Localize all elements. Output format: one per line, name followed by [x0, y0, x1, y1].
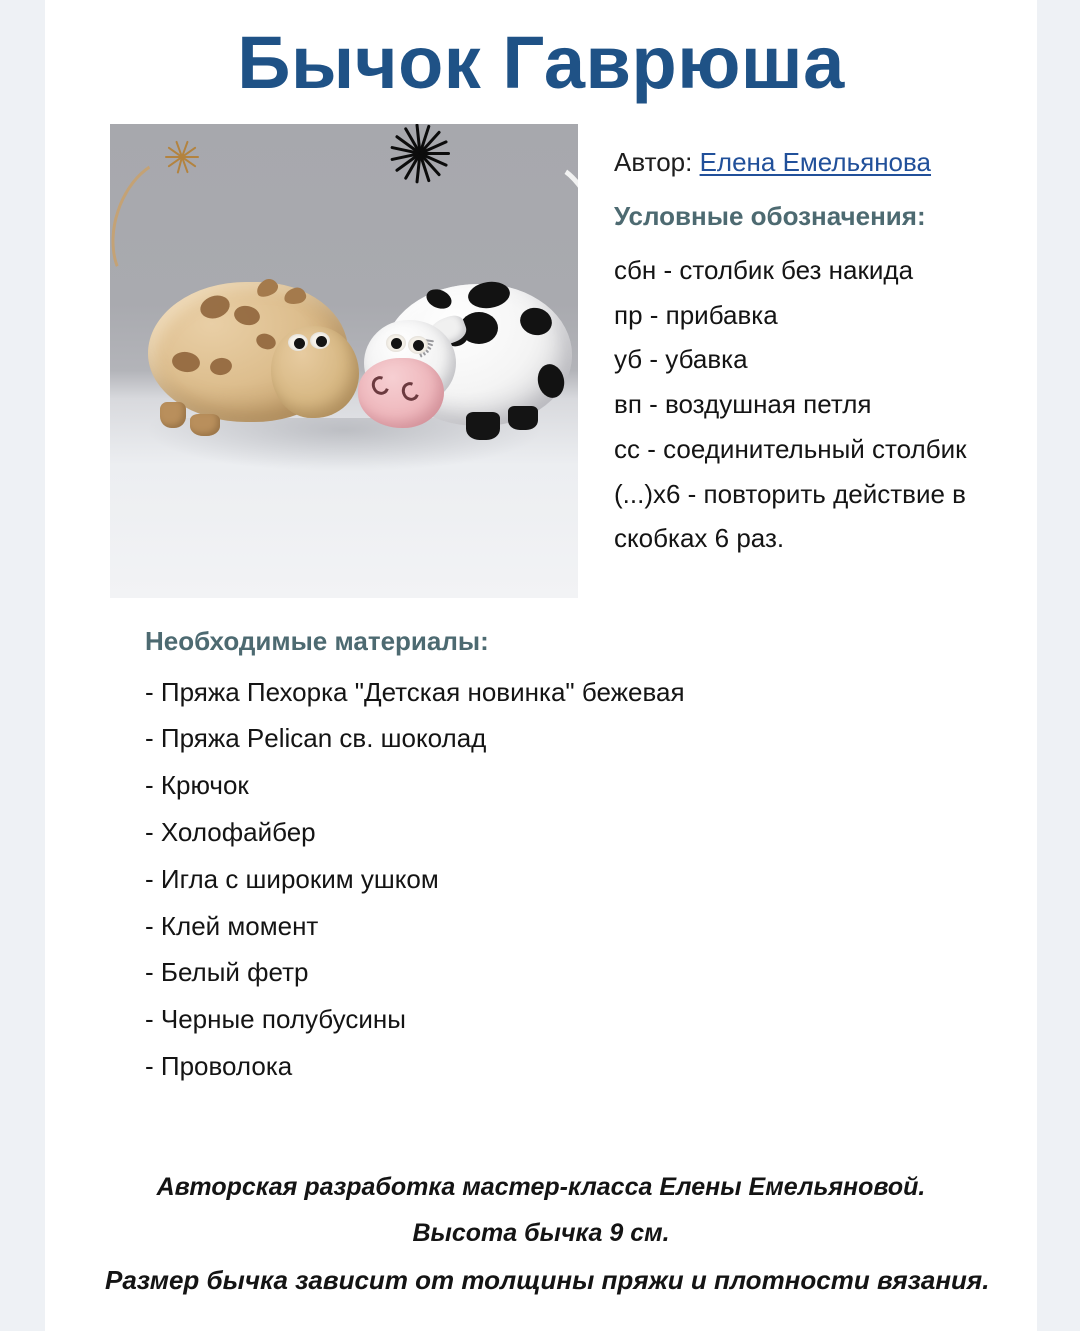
white-bull-hoof: [466, 412, 500, 440]
legend-list: [614, 248, 1037, 561]
legend-item: пр - прибавка: [614, 299, 778, 330]
material-item: - Белый фетр: [145, 957, 309, 988]
material-item: - Черные полубусины: [145, 1004, 406, 1035]
header-section: [45, 124, 1037, 598]
document-page: [45, 0, 1037, 1331]
footer-notes: [45, 1164, 1037, 1305]
white-bull-muzzle: [358, 358, 444, 428]
author-line: [614, 146, 1037, 179]
author-label: Автор:: [614, 146, 693, 177]
legend-item: уб - убавка: [614, 344, 748, 375]
page-title: Бычок Гаврюша: [237, 21, 845, 104]
beige-bull-eye: [316, 336, 327, 347]
footer-note-height: Высота бычка 9 см.: [412, 1219, 670, 1248]
beige-bull-eye: [294, 338, 305, 349]
white-bull-eye: [413, 340, 424, 351]
footer-note-attribution: Авторская разработка мастер-класса Елены Емельяновой.: [156, 1172, 926, 1201]
legend-heading: Условные обозначения:: [614, 201, 926, 232]
materials-section: [45, 626, 1037, 1090]
toys-photo: [110, 124, 578, 598]
material-item: - Проволока: [145, 1051, 293, 1082]
white-bull-eye: [391, 338, 402, 349]
footer-note-size: Размер бычка зависит от толщины пряжи и плотности вязания.: [105, 1265, 990, 1296]
legend-item: (...)х6 - повторить действие в: [614, 478, 966, 509]
beige-bull-leg: [160, 402, 186, 428]
beige-bull-leg: [190, 414, 220, 436]
legend-item: сс - соединительный столбик: [614, 433, 967, 464]
white-bull-nostril: [399, 379, 422, 403]
author-link[interactable]: Елена Емельянова: [699, 146, 932, 177]
legend-column: [578, 124, 1037, 561]
white-bull-nostril: [369, 373, 392, 397]
legend-item: скобках 6 раз.: [614, 523, 785, 554]
materials-list: [145, 669, 1037, 1090]
material-item: - Игла с широким ушком: [145, 863, 439, 894]
legend-item: сбн - столбик без накида: [614, 254, 914, 285]
material-item: - Пряжа Pelican св. шоколад: [145, 723, 487, 754]
white-bull-tail-tassel: [392, 126, 452, 180]
materials-heading: Необходимые материалы:: [145, 625, 489, 656]
material-item: - Клей момент: [145, 910, 319, 941]
material-item: - Пряжа Пехорка "Детская новинка" бежевая: [145, 676, 685, 707]
white-bull-hoof: [508, 406, 538, 430]
white-bull-toy: [362, 272, 572, 447]
material-item: - Холофайбер: [145, 817, 316, 848]
legend-item: вп - воздушная петля: [614, 389, 872, 420]
beige-bull-toy: [148, 274, 353, 434]
material-item: - Крючок: [145, 770, 249, 801]
beige-bull-tail-tassel: [166, 142, 200, 170]
